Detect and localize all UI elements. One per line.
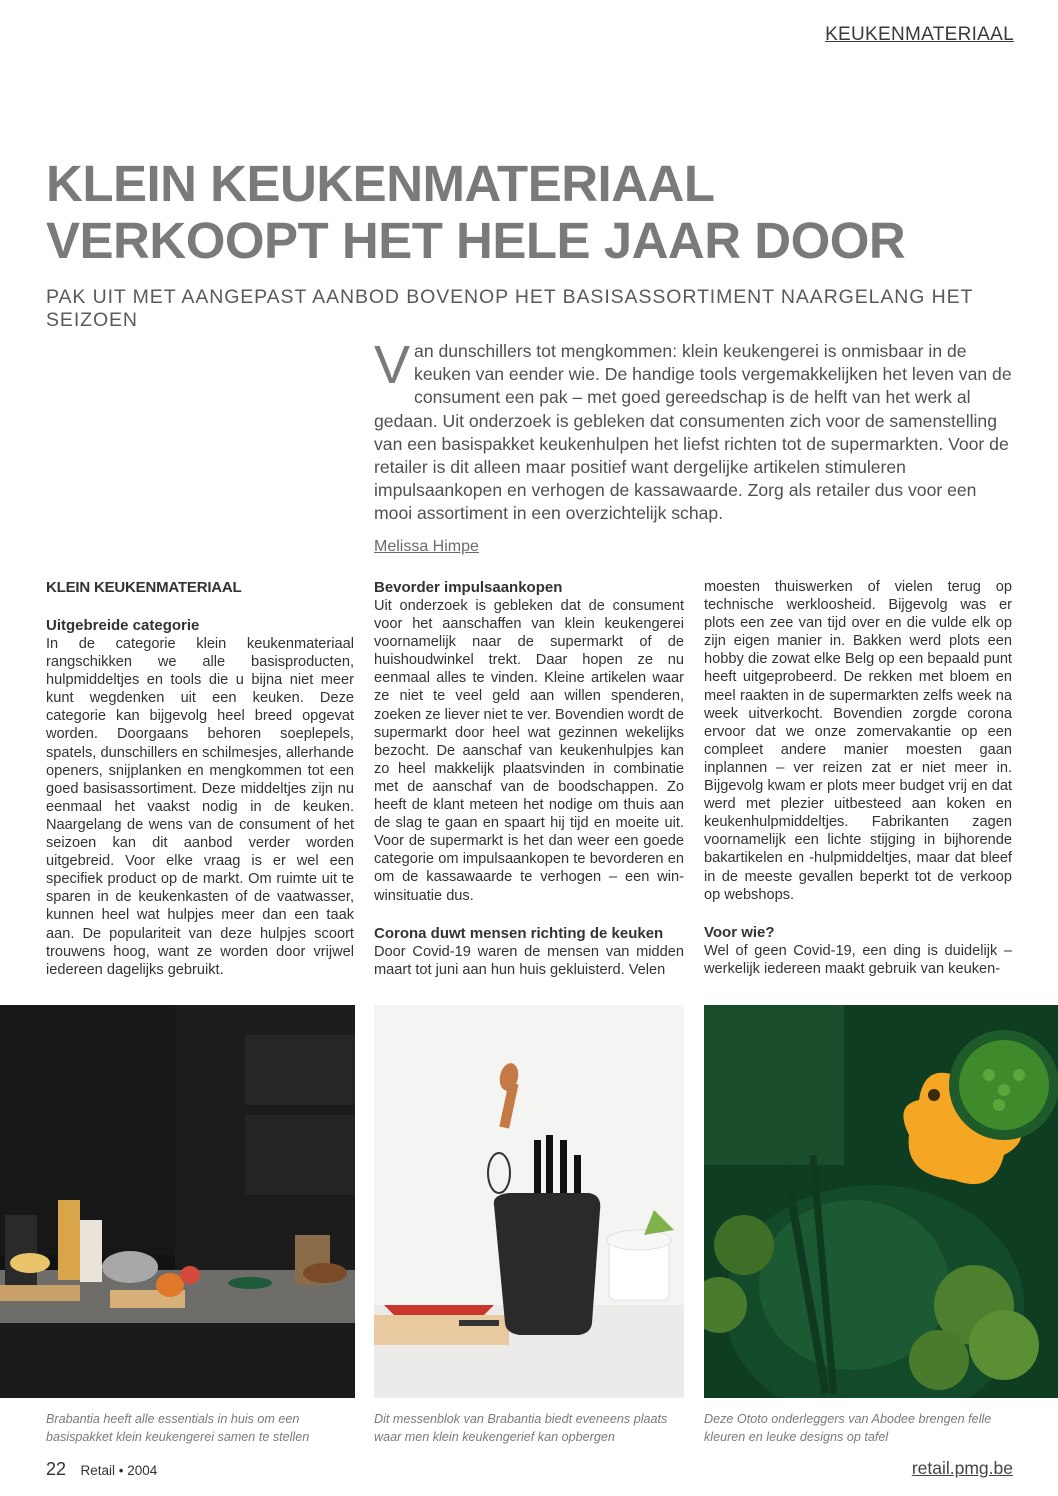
headline-line-2: VERKOOPT HET HELE JAAR DOOR: [46, 212, 906, 269]
body-text: Wel of geen Covid-19, een ding is duidelijk – werkelijk iedereen maakt gebruik van keuken-: [704, 942, 1012, 977]
column-1: [46, 578, 354, 979]
subheading: Uitgebreide categorie: [46, 617, 200, 634]
section-heading: KLEIN KEUKENMATERIAAL: [46, 579, 242, 596]
body-text: Door Covid-19 waren de mensen van midden maart tot juni aan hun huis gekluisterd. Velen: [374, 943, 684, 978]
author-byline[interactable]: Melissa Himpe: [374, 538, 479, 555]
drop-cap: V: [374, 335, 411, 395]
body-text: moesten thuiswerken of vielen terug op technische werkloosheid. Bijgevolg was er plots een zee van tijd over en die vulde elk op zijn eigen manier in. Bakken werd plots een hobby die zowat elke Belg op een bepaald punt heeft uitgeprobeerd. De rekken met bloem en meel raakten in de supermarkten zelfs week na week uitverkocht. Bovendien zorgde corona ervoor dat we onze zomervakantie op een compleet andere manier moesten gaan inplannen – ver reizen zat er niet meer in. Bijgevolg kwam er plots meer budget vrij en dat werd met plezier uitbesteed aan koken en keukenhulpmiddeltjes. Fabrikanten zagen voornamelijk een lichte stijging in bijhorende bakartikelen en -hulpmiddeltjes, maar dat bleef in de meeste gevallen beperkt tot de verkoop op webshops.: [704, 579, 1012, 903]
column-2: [374, 578, 684, 979]
headline-line-1: KLEIN KEUKENMATERIAAL: [46, 155, 715, 212]
photo-caption: Brabantia heeft alle essentials in huis om een basispakket klein keukengerei samen te stellen: [46, 1412, 310, 1444]
subheadline: PAK UIT MET AANGEPAST AANBOD BOVENOP HET BASISASSORTIMENT NAARGELANG HET SEIZOEN: [46, 286, 974, 331]
headline: [46, 155, 1006, 269]
section-tag: KEUKENMATERIAAL: [825, 24, 1014, 45]
kitchen-photo: [0, 1005, 355, 1398]
column-3: [704, 578, 1012, 978]
photo-caption: Dit messenblok van Brabantia biedt eveneens plaats waar men klein keukengerief kan opbergen: [374, 1412, 668, 1444]
subheading: Corona duwt mensen richting de keuken: [374, 924, 664, 942]
page-footer: [46, 1459, 157, 1480]
body-text: Uit onderzoek is gebleken dat de consument voor het aanschaffen van klein keukengerei voornamelijk naar de supermarkt of de huishoudwinkel trekt. Daar hopen ze nu eenmaal alles te vinden. Kleine artikelen waar ze niet te veel geld aan willen spenderen, zoeken ze liever niet te ver. Bovendien wordt de supermarkt door heel wat gezinnen wekelijks bezocht. De aanschaf van keukenhulpjes kan zo heel makkelijk plaatsvinden in combinatie met de aanschaf van de boodschappen. Zo heeft de klant meteen het nodige om thuis aan de slag te gaan en spaart hij tijd en moeite uit. Voor de supermarkt is het dan weer een goede categorie om impulsaankopen te bevorderen en om de kassawaarde te verhogen – een win-winsituatie dus.: [374, 598, 684, 904]
green-table-photo: [704, 1005, 1058, 1398]
subheading: Bevorder impulsaankopen: [374, 579, 563, 596]
photo-caption: Deze Ototo onderleggers van Abodee brengen felle kleuren en leuke designs op tafel: [704, 1412, 992, 1444]
knife-block-photo: [374, 1005, 684, 1398]
subheading: Voor wie?: [704, 923, 775, 941]
body-text: In de categorie klein keukenmateriaal rangschikken we alle basisproducten, hulpmiddeltjes en tools die u bijna niet meer kunt wegdenken uit een keuken. Deze categorie kan bijgevolg heel breed opgevat worden. Doorgaans behoren soeplepels, spatels, dunschillers en schilmesjes, allerhande openers, snijplanken en mengkommen tot een goed basisassortiment. Deze middeltjes zijn nu eenmaal het vaakst nodig in de keuken. Naargelang de wens van de consument of het seizoen kan dit aanbod verder worden uitgebreid. Voor elke vraag is er wel een specifiek product op de markt. Om ruimte uit te sparen in de keukenkasten of de vaatwasser, kunnen heel wat hulpjes meer dan een taak aan. De populariteit van deze hulpjes scoort trouwens hoog, want ze worden door vrijwel iedereen dagelijks gebruikt.: [46, 636, 354, 978]
magazine-issue: Retail • 2004: [80, 1463, 158, 1478]
page-number: 22: [46, 1459, 67, 1479]
intro-paragraph: [374, 335, 1014, 526]
website-link[interactable]: retail.pmg.be: [911, 1458, 1013, 1478]
intro-text: an dunschillers tot mengkommen: klein keukengerei is onmisbaar in de keuken van eender wie. De handige tools vergemakkelijken het leven van de consument een pak – met goed gereedschap is de helft van het werk al gedaan. Uit onderzoek is gebleken dat consumenten zich voor de samenstelling van een basispakket keukenhulpen het liefst richten tot de supermarkten. Voor de retailer is dit alleen maar positief want dergelijke artikelen stimuleren impulsaankopen en verhogen de kassawaarde. Zorg als retailer dus voor een mooi assortiment in een overzichtelijk schap.: [374, 341, 1012, 524]
